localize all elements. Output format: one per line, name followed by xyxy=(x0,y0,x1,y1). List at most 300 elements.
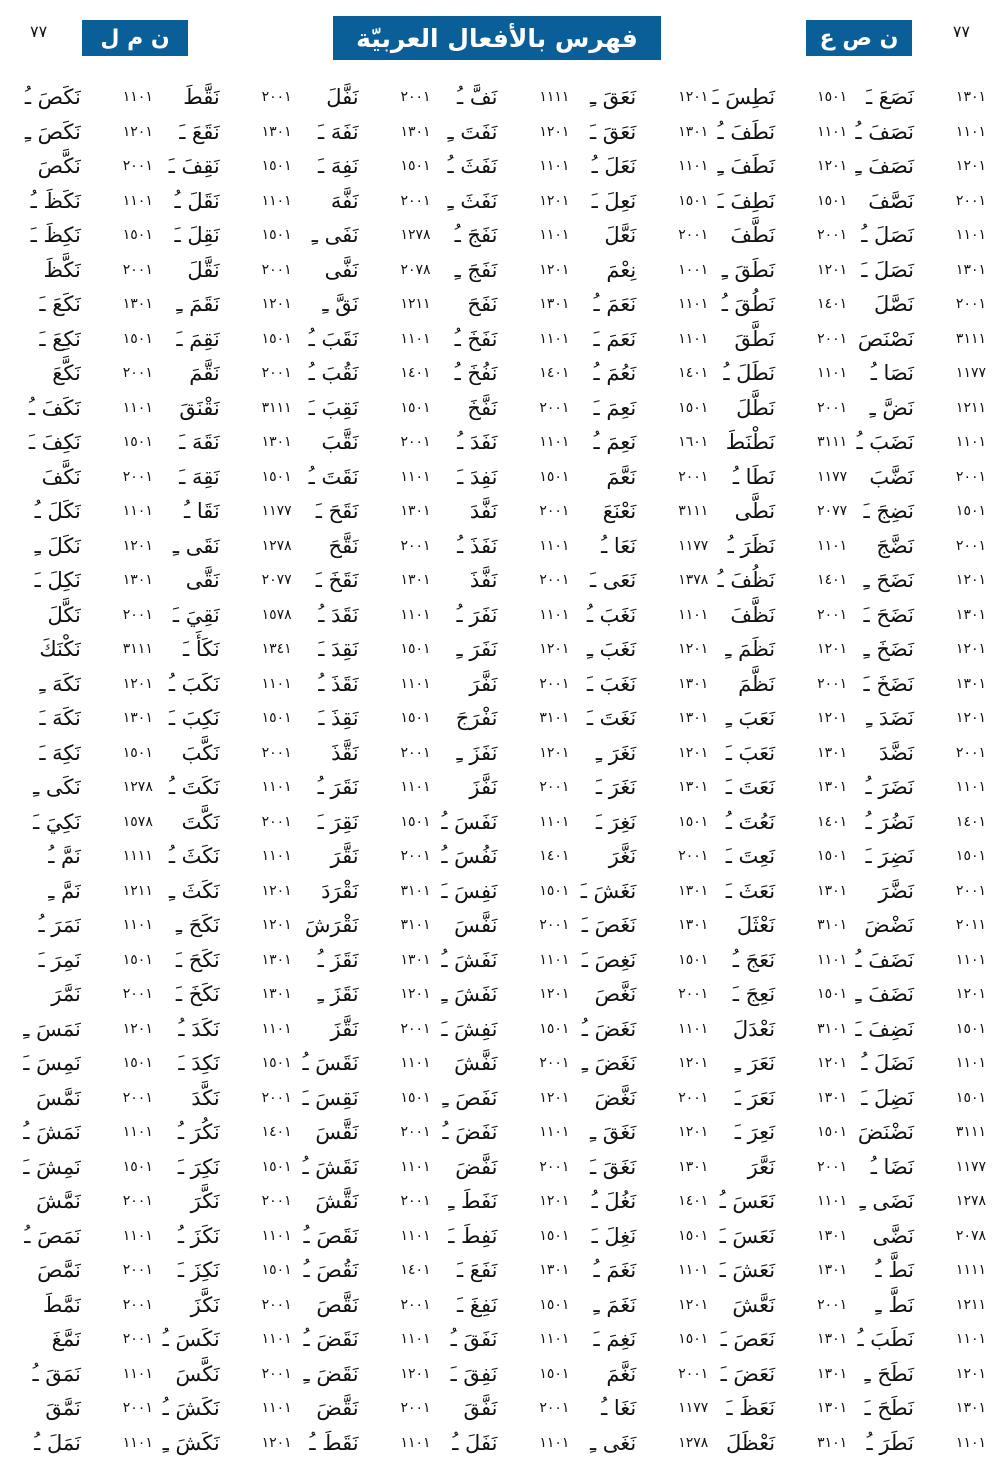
index-entry xyxy=(292,287,431,322)
verb-pattern-code: ١١٠١ xyxy=(955,1055,986,1072)
verb-form: نَقَّشَ xyxy=(315,1189,359,1214)
index-entry xyxy=(708,391,847,426)
index-entry xyxy=(14,1046,153,1081)
index-entry xyxy=(569,1357,708,1392)
verb-pattern-code: ١١٠١ xyxy=(678,296,709,313)
verb-pattern-code: ١١٠١ xyxy=(261,848,292,865)
verb-pattern-code: ١٢٠١ xyxy=(678,1055,709,1072)
index-entry xyxy=(431,770,570,805)
verb-form: نَعَجَ ـُ xyxy=(732,947,776,972)
verb-form: نَمَّغَ xyxy=(51,1327,81,1352)
verb-form: نَقَّى xyxy=(185,568,220,593)
verb-pattern-code: ١٤٠١ xyxy=(539,365,570,382)
index-entry xyxy=(431,667,570,702)
verb-form: نَصَفَ ـِ xyxy=(855,154,914,179)
index-entry xyxy=(569,1322,708,1357)
verb-pattern-code: ١٥٠١ xyxy=(261,158,292,175)
index-entry xyxy=(153,908,292,943)
verb-form: نَعَّمَ xyxy=(606,464,637,489)
index-entry xyxy=(569,460,708,495)
verb-pattern-code: ١٣٠١ xyxy=(817,1227,848,1244)
verb-pattern-code: ٢٠٠١ xyxy=(678,986,709,1003)
verb-pattern-code: ١١٠١ xyxy=(955,779,986,796)
index-entry xyxy=(569,977,708,1012)
verb-form: نَعِرَ ـَ xyxy=(734,1120,776,1145)
index-column xyxy=(14,80,153,1460)
verb-pattern-code: ١١٠١ xyxy=(678,606,709,623)
index-entry xyxy=(569,805,708,840)
index-column xyxy=(153,80,292,1460)
verb-pattern-code: ١٢٠١ xyxy=(678,1124,709,1141)
verb-pattern-code: ١١٠١ xyxy=(678,158,709,175)
verb-pattern-code: ١٢٠١ xyxy=(261,1434,292,1451)
verb-form: نَعَسَ ـُ xyxy=(719,1189,776,1214)
verb-pattern-code: ١٢٠١ xyxy=(955,572,986,589)
index-entry xyxy=(153,218,292,253)
index-entry xyxy=(708,460,847,495)
verb-form: نَكِظَ ـَ xyxy=(30,223,81,248)
index-entry xyxy=(431,425,570,460)
verb-form: نَعَقَ ـِ xyxy=(589,85,637,110)
verb-pattern-code: ٢٠٠١ xyxy=(261,1365,292,1382)
verb-form: نَطَّلَ xyxy=(736,395,776,420)
index-entry xyxy=(292,529,431,564)
index-entry xyxy=(153,253,292,288)
verb-form: نَفَخَ ـُ xyxy=(454,326,498,351)
index-entry xyxy=(14,80,153,115)
verb-form: نَفَّرَ xyxy=(469,671,498,696)
verb-form: نَكَظَ ـُ xyxy=(30,188,81,213)
verb-pattern-code: ١٣٤١ xyxy=(261,641,292,658)
verb-pattern-code: ١١٧٧ xyxy=(678,1400,709,1417)
verb-pattern-code: ١٢٧٨ xyxy=(122,779,153,796)
verb-pattern-code: ٣١١١ xyxy=(261,399,292,416)
index-entry xyxy=(569,425,708,460)
verb-pattern-code: ١٣٠١ xyxy=(678,675,709,692)
index-entry xyxy=(153,1253,292,1288)
verb-form: نَقَعَ ـَ xyxy=(179,119,220,144)
verb-form: نَكِعَ ـَ xyxy=(39,326,81,351)
index-entry xyxy=(292,1426,431,1461)
verb-form: نَصَا ـُ xyxy=(870,361,914,386)
verb-form: نَطَّى xyxy=(734,499,776,524)
index-entry xyxy=(708,701,847,736)
verb-form: نَكَّصَ xyxy=(37,154,81,179)
index-entry xyxy=(153,977,292,1012)
verb-form: نَكَهَ ـَ xyxy=(39,706,81,731)
index-entry xyxy=(292,908,431,943)
index-entry xyxy=(708,563,847,598)
index-entry xyxy=(847,494,986,529)
index-column xyxy=(569,80,708,1460)
verb-pattern-code: ١٢٠١ xyxy=(955,1365,986,1382)
verb-pattern-code: ١٢٠١ xyxy=(678,89,709,106)
verb-pattern-code: ١٣٠١ xyxy=(122,572,153,589)
index-entry xyxy=(708,1184,847,1219)
verb-form: نَفَّ ـُ xyxy=(457,85,498,110)
index-entry xyxy=(14,1357,153,1392)
verb-pattern-code: ٢٠٠١ xyxy=(678,1365,709,1382)
verb-pattern-code: ١١٠١ xyxy=(261,1227,292,1244)
index-entry xyxy=(569,218,708,253)
verb-pattern-code: ١١٧٧ xyxy=(955,1158,986,1175)
verb-pattern-code: ١٢٠١ xyxy=(678,1296,709,1313)
verb-form: نَقِبَ ـَ xyxy=(308,395,359,420)
verb-form: نَغَّرَ xyxy=(608,844,637,869)
verb-form: نَفَسَ ـُ xyxy=(441,809,498,834)
verb-pattern-code: ٢٠٠١ xyxy=(539,1055,570,1072)
verb-pattern-code: ١١٠١ xyxy=(400,1055,431,1072)
index-entry xyxy=(292,563,431,598)
index-entry xyxy=(708,1219,847,1254)
verb-form: نَفَشَ ـُ xyxy=(441,947,498,972)
verb-pattern-code: ١٥٠١ xyxy=(817,986,848,1003)
index-entry xyxy=(292,253,431,288)
index-entry xyxy=(153,322,292,357)
verb-pattern-code: ١٤٠١ xyxy=(955,813,986,830)
verb-form: نَفَهَ ـَ xyxy=(318,119,359,144)
index-entry xyxy=(847,839,986,874)
index-entry xyxy=(292,874,431,909)
verb-pattern-code: ١٣٠١ xyxy=(261,951,292,968)
verb-pattern-code: ١٢٠١ xyxy=(955,641,986,658)
verb-form: نَكَّعَ xyxy=(52,361,81,386)
index-entry xyxy=(292,977,431,1012)
verb-form: نَقَرَ ـُ xyxy=(317,775,359,800)
index-entry xyxy=(569,874,708,909)
verb-form: نَقَشَ ـُ xyxy=(302,1154,359,1179)
index-entry xyxy=(569,598,708,633)
verb-form: نَفِغَ ـَ xyxy=(456,1292,498,1317)
verb-form: نَكَّلَ xyxy=(47,602,81,627)
verb-pattern-code: ١٢٠١ xyxy=(539,123,570,140)
verb-pattern-code: ١٢٠١ xyxy=(539,1193,570,1210)
index-entry xyxy=(153,529,292,564)
verb-form: نَصَّفَ xyxy=(868,188,914,213)
verb-form: نَقَّضَ xyxy=(316,1396,359,1421)
index-entry xyxy=(14,943,153,978)
index-entry xyxy=(153,1391,292,1426)
verb-pattern-code: ١١٠١ xyxy=(122,192,153,209)
verb-form: نَفَعَ ـَ xyxy=(456,1258,498,1283)
verb-form: نَطِسَ ـَ xyxy=(712,85,776,110)
verb-pattern-code: ١٥٠١ xyxy=(817,89,848,106)
verb-form: نَقَبَ ـُ xyxy=(308,326,359,351)
index-entry xyxy=(431,1322,570,1357)
verb-pattern-code: ١٢٠١ xyxy=(539,641,570,658)
verb-pattern-code: ١١٠١ xyxy=(539,330,570,347)
verb-form: نَقْنَقَ xyxy=(179,395,220,420)
index-entry xyxy=(292,1219,431,1254)
verb-form: نَغِمَ ـَ xyxy=(593,1327,637,1352)
verb-pattern-code: ١٣٠١ xyxy=(122,710,153,727)
index-entry xyxy=(708,598,847,633)
index-entry xyxy=(292,115,431,150)
verb-form: نَفَحَ xyxy=(467,292,498,317)
verb-form: نَصَفَ ـُ xyxy=(855,119,914,144)
verb-form: نَفَصَ ـِ xyxy=(442,1085,498,1110)
verb-index-grid xyxy=(14,80,986,1460)
verb-pattern-code: ٣١١١ xyxy=(955,1124,986,1141)
verb-pattern-code: ١١٠١ xyxy=(400,1227,431,1244)
index-entry xyxy=(847,1012,986,1047)
verb-form: نَمَرَ ـُ xyxy=(38,913,81,938)
verb-form: نَعَبَ ـَ xyxy=(725,740,776,765)
verb-pattern-code: ١١٠١ xyxy=(122,503,153,520)
index-entry xyxy=(708,356,847,391)
verb-form: نَفَزَ ـِ xyxy=(456,740,498,765)
index-entry xyxy=(708,253,847,288)
verb-pattern-code: ١٢٠١ xyxy=(955,986,986,1003)
verb-pattern-code: ٢٠٠١ xyxy=(678,848,709,865)
verb-form: نَقَزَ ـِ xyxy=(317,982,359,1007)
verb-pattern-code: ٢٠٠١ xyxy=(955,744,986,761)
verb-form: نَكَبَ ـُ xyxy=(168,671,220,696)
verb-form: نَقَهَ ـَ xyxy=(179,430,220,455)
index-entry xyxy=(431,1184,570,1219)
index-entry xyxy=(569,494,708,529)
verb-pattern-code: ١١٠١ xyxy=(122,1227,153,1244)
index-entry xyxy=(153,874,292,909)
index-entry xyxy=(847,218,986,253)
verb-pattern-code: ١١٠١ xyxy=(955,951,986,968)
verb-form: نَكَّسَ xyxy=(175,1361,220,1386)
verb-pattern-code: ١٢٠١ xyxy=(955,158,986,175)
verb-pattern-code: ١٥٠١ xyxy=(678,1331,709,1348)
verb-pattern-code: ١٣٠١ xyxy=(261,123,292,140)
index-entry xyxy=(431,1253,570,1288)
verb-form: نَطَّقَ xyxy=(734,326,776,351)
verb-form: نَقَّ ـِ xyxy=(322,292,359,317)
index-entry xyxy=(14,1322,153,1357)
verb-form: نَطَرَ ـُ xyxy=(866,1430,914,1455)
index-entry xyxy=(292,667,431,702)
index-entry xyxy=(569,1115,708,1150)
verb-form: نَقَضَ ـِ xyxy=(303,1361,359,1386)
verb-pattern-code: ١٣٠١ xyxy=(955,89,986,106)
verb-pattern-code: ٢٠٠١ xyxy=(122,986,153,1003)
verb-form: نَعَبَ ـِ xyxy=(725,706,776,731)
verb-form: نَكِلَ ـَ xyxy=(34,568,81,593)
index-column xyxy=(292,80,431,1460)
index-entry xyxy=(14,1012,153,1047)
verb-pattern-code: ١١٠١ xyxy=(400,468,431,485)
index-entry xyxy=(569,632,708,667)
verb-form: نَعَمَ ـُ xyxy=(593,292,637,317)
verb-pattern-code: ٣١١١ xyxy=(817,434,848,451)
verb-pattern-code: ١١١١ xyxy=(539,89,570,106)
verb-pattern-code: ١١٠١ xyxy=(122,1434,153,1451)
verb-form: نَطَبَ ـُ xyxy=(857,1327,914,1352)
verb-form: نَفَلَ ـُ xyxy=(452,1430,498,1455)
verb-form: نَغَى ـِ xyxy=(589,1430,637,1455)
index-entry xyxy=(153,770,292,805)
verb-form: نَكَهَ ـِ xyxy=(39,671,81,696)
verb-pattern-code: ٢٠٠١ xyxy=(122,1400,153,1417)
index-entry xyxy=(431,943,570,978)
verb-pattern-code: ١٣٠١ xyxy=(678,1158,709,1175)
verb-form: نَقِسَ ـَ xyxy=(302,1085,359,1110)
index-entry xyxy=(14,1426,153,1461)
index-entry xyxy=(847,1150,986,1185)
index-entry xyxy=(708,1081,847,1116)
index-entry xyxy=(569,287,708,322)
index-entry xyxy=(708,1150,847,1185)
index-entry xyxy=(569,253,708,288)
verb-pattern-code: ١٥٠١ xyxy=(400,641,431,658)
verb-form: نَفِدَ ـَ xyxy=(457,464,498,489)
index-entry xyxy=(14,839,153,874)
index-entry xyxy=(153,287,292,322)
verb-form: نَعِمَ ـُ xyxy=(593,430,637,455)
verb-pattern-code: ١١١١ xyxy=(955,1262,986,1279)
verb-pattern-code: ١١٠١ xyxy=(261,779,292,796)
verb-form: نَضَّبَ xyxy=(869,464,914,489)
verb-pattern-code: ٢٠٠١ xyxy=(817,606,848,623)
verb-form: نَغَصَ ـَ xyxy=(581,913,637,938)
verb-pattern-code: ١٢٠١ xyxy=(817,1055,848,1072)
index-entry xyxy=(708,80,847,115)
index-entry xyxy=(14,287,153,322)
verb-pattern-code: ١٥٠١ xyxy=(122,1055,153,1072)
verb-form: نَغَشَ ـَ xyxy=(580,878,637,903)
index-entry xyxy=(431,1391,570,1426)
verb-form: نَكَثَ ـِ xyxy=(168,878,220,903)
verb-form: نَعَسَ ـَ xyxy=(719,1223,776,1248)
verb-form: نَكَّتَ xyxy=(181,809,220,834)
verb-pattern-code: ١١٠١ xyxy=(400,675,431,692)
verb-pattern-code: ١١٠١ xyxy=(955,123,986,140)
index-entry xyxy=(847,1184,986,1219)
index-entry xyxy=(847,287,986,322)
index-entry xyxy=(847,632,986,667)
verb-form: نَقِيَ ـَ xyxy=(172,602,220,627)
verb-form: نَمَشَ ـُ xyxy=(23,1120,81,1145)
verb-pattern-code: ١٥٠١ xyxy=(122,1158,153,1175)
verb-pattern-code: ١٤٠١ xyxy=(678,365,709,382)
index-entry xyxy=(14,598,153,633)
index-entry xyxy=(431,563,570,598)
index-entry xyxy=(708,874,847,909)
index-entry xyxy=(569,1219,708,1254)
page-number-left: ٧٧ xyxy=(30,22,48,41)
verb-form: نَعَتَ ـَ xyxy=(725,775,776,800)
index-entry xyxy=(569,1081,708,1116)
verb-form: نَكَأَ ـَ xyxy=(183,637,220,662)
index-entry xyxy=(292,1288,431,1323)
index-entry xyxy=(847,184,986,219)
verb-form: نَفَّقَ xyxy=(463,1396,498,1421)
verb-pattern-code: ٣١٠١ xyxy=(400,917,431,934)
verb-form: نَضَحَ ـِ xyxy=(863,568,914,593)
index-entry xyxy=(431,805,570,840)
verb-pattern-code: ٢٠٠١ xyxy=(539,779,570,796)
index-entry xyxy=(708,287,847,322)
verb-form: نَكَّظَ xyxy=(43,257,81,282)
verb-form: نَضَرَ ـُ xyxy=(865,775,914,800)
verb-form: نَكِرَ ـَ xyxy=(177,1154,220,1179)
verb-form: نَكَفَ ـُ xyxy=(28,395,81,420)
verb-pattern-code: ٢٠٠١ xyxy=(261,365,292,382)
index-entry xyxy=(847,563,986,598)
verb-pattern-code: ١٣٠١ xyxy=(955,675,986,692)
verb-pattern-code: ٢٠١١ xyxy=(955,917,986,934)
index-entry xyxy=(292,460,431,495)
index-entry xyxy=(708,736,847,771)
verb-form: نَكِدَ ـَ xyxy=(178,1051,220,1076)
verb-form: نَفَجَ ـُ xyxy=(454,223,498,248)
index-entry xyxy=(14,1219,153,1254)
index-entry xyxy=(708,115,847,150)
index-entry xyxy=(153,1357,292,1392)
verb-pattern-code: ١٤٠١ xyxy=(400,365,431,382)
verb-pattern-code: ١٢٠١ xyxy=(817,158,848,175)
verb-pattern-code: ١٥٠١ xyxy=(261,330,292,347)
verb-form: نَقَخَ ـَ xyxy=(315,568,359,593)
verb-pattern-code: ١٢١١ xyxy=(400,296,431,313)
verb-form: نَطَّ ـِ xyxy=(875,1292,914,1317)
index-entry xyxy=(14,1391,153,1426)
verb-pattern-code: ١١٠١ xyxy=(678,1020,709,1037)
verb-form: نَعَّلَ xyxy=(604,223,637,248)
index-entry xyxy=(292,494,431,529)
index-entry xyxy=(14,460,153,495)
index-entry xyxy=(708,1115,847,1150)
index-entry xyxy=(569,1253,708,1288)
index-entry xyxy=(14,1184,153,1219)
verb-form: نَعْدَلَ xyxy=(732,1016,776,1041)
verb-pattern-code: ١٢١١ xyxy=(955,399,986,416)
verb-form: نَكُرَ ـُ xyxy=(177,1120,220,1145)
index-entry xyxy=(14,632,153,667)
index-entry xyxy=(847,805,986,840)
verb-form: نَضَلَ ـُ xyxy=(861,1051,914,1076)
index-entry xyxy=(14,701,153,736)
verb-form: نَطَحَ ـِ xyxy=(864,1361,914,1386)
verb-pattern-code: ١٤٠١ xyxy=(817,572,848,589)
index-column xyxy=(431,80,570,1460)
verb-pattern-code: ١٣٠١ xyxy=(955,606,986,623)
index-entry xyxy=(292,1391,431,1426)
verb-form: نَكَّفَ xyxy=(41,464,81,489)
index-entry xyxy=(153,1115,292,1150)
verb-pattern-code: ١١٠١ xyxy=(539,158,570,175)
verb-form: نَعُمَ ـُ xyxy=(593,361,637,386)
verb-form: نَفْرَجَ xyxy=(455,706,498,731)
verb-form: نَقَصَ ـُ xyxy=(303,1223,359,1248)
index-entry xyxy=(708,322,847,357)
verb-pattern-code: ٢٠٠١ xyxy=(122,1296,153,1313)
verb-form: نَقِفَ ـَ xyxy=(168,154,220,179)
verb-form: نَطُقَ ـُ xyxy=(721,292,776,317)
index-entry xyxy=(14,805,153,840)
verb-form: نَفَّهَ xyxy=(330,188,359,213)
verb-pattern-code: ١٥٠١ xyxy=(261,227,292,244)
verb-form: نَمَّ ـِ xyxy=(48,878,81,903)
index-entry xyxy=(14,253,153,288)
verb-pattern-code: ٢٠٠١ xyxy=(955,537,986,554)
verb-form: نَفَذَ ـُ xyxy=(457,533,498,558)
verb-form: نِعْمَ xyxy=(606,257,637,282)
verb-pattern-code: ١١٠١ xyxy=(400,330,431,347)
index-entry xyxy=(569,80,708,115)
verb-form: نَفَّدَ xyxy=(469,499,498,524)
verb-pattern-code: ١٠٠١ xyxy=(678,261,709,278)
index-entry xyxy=(292,1012,431,1047)
index-entry xyxy=(292,356,431,391)
verb-pattern-code: ١٣٠١ xyxy=(400,572,431,589)
index-entry xyxy=(708,1253,847,1288)
